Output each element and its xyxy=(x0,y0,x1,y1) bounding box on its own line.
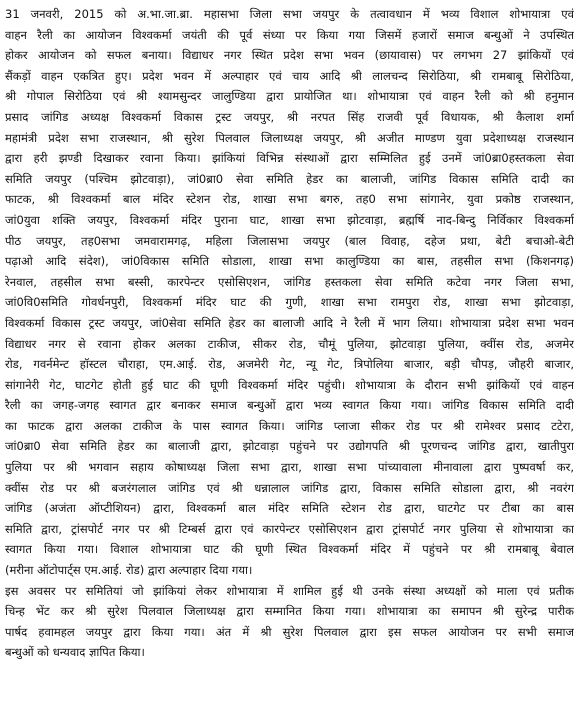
article-paragraph-1 xyxy=(5,4,574,581)
text-line: श्री गोपाल सिरोठिया एवं श्री श्यामसुन्दर जालुण्डिया द्वारा प्रायोजित था। शोभायात्रा एवं वाहन रैली को श्री हनुमान xyxy=(5,89,574,104)
text-line: द्वारा हरी झण्डी दिखाकर रवाना किया। झांकियां विभिन्न संस्थाओं द्वारा सम्मिलित हुई उनमें जां0ब्रा0हस्तकला सेवा xyxy=(5,151,574,166)
text-line: जांगिड (अजंता ऑप्टीशियन) द्वारा, विश्वकर्मा बाल मंदिर समिति स्टेशन रोड द्वारा, घाटगेट पर टीबा का बास xyxy=(5,501,574,516)
text-line: इस अवसर पर समितियां जो झांकियां लेकर शोभायात्रा में शामिल हुई थी उनके संस्था अध्यक्षों को माला एवं प्रतीक xyxy=(5,583,574,598)
text-line: रोड, गवर्नमेन्ट हॉस्टल चौराहा, एम.आई. रोड, अजमेरी गेट, न्यू गेट, त्रिपोलिया बाजार, बड़ी चौपड़, जौहरी बाजार, xyxy=(5,357,574,372)
text-line: विद्याधर नगर से रवाना होकर अलका टाकीज, सीकर रोड, चौमूं पुलिया, झोटवाड़ा पुलिया, क्वींस रोड, अजमेर xyxy=(5,336,574,351)
article-paragraph-2 xyxy=(5,581,574,663)
text-line: स्वागत किया गया। विशाल शोभायात्रा घाट की घूणी स्थित विश्वकर्मा मंदिर में पहुंचने पर श्री रामबाबू बेवाल xyxy=(5,542,574,557)
text-line: वाहन रैली का आयोजन विश्वकर्मा जयंती की पूर्व संध्या पर किया गया जिसमें हजारों समाज बन्धुओं ने उपस्थित xyxy=(5,27,574,42)
text-line: बन्धुओं को धन्यवाद ज्ञापित किया। xyxy=(5,645,145,660)
text-line: रैली का जगह-जगह स्वागत द्वार बनाकर समाज बन्धुओं द्वारा भव्य स्वागत किया गया। जांगिड विकास समिति दादी xyxy=(5,398,574,413)
text-line: जां0युवा शक्ति जयपुर, विश्वकर्मा मंदिर पुराना घाट, शाखा सभा झोटवाड़ा, ब्रह्मर्षि नाद-बिन्दु निर्विकार विश्वकर्मा xyxy=(5,212,574,227)
text-line: सांगानेरी गेट, घाटगेट होती हुई घाट की घूणी विश्वकर्मा मंदिर पहुंची। शोभायात्रा के दौरान सभी झांकियों एवं वाहन xyxy=(5,377,574,392)
text-line: समिति द्वारा, ट्रांसपोर्ट नगर पर श्री टिम्बर्स द्वारा एवं कारपेन्टर एसोसिएशन द्वारा ट्रांसपोर्ट नगर पुलिया से शोभायात्रा का xyxy=(5,521,574,536)
text-line: का फाटक द्वारा अलका टाकीज के पास स्वागत किया। जांगिड प्लाजा सीकर रोड पर श्री रामेश्वर प्रसाद टटेरा, xyxy=(5,418,574,433)
text-line: पार्षद हवामहल जयपुर द्वारा किया गया। अंत में श्री सुरेश पिलवाल द्वारा इस सफल आयोजन पर सभी समाज xyxy=(5,624,574,639)
text-line: चिन्ह भेंट कर श्री सुरेश पिलवाल जिलाध्यक्ष द्वारा सम्मानित किया गया। शोभायात्रा का समापन श्री सुरेन्द्र पारीक xyxy=(5,604,574,619)
text-line: होकर आयोजन को सफल बनाया। विद्याधर नगर स्थित प्रदेश सभा भवन (छायावास) पर लगभग 27 झांकियों एवं xyxy=(5,48,574,63)
text-line: सैंकड़ों वाहन एकत्रित हुए। प्रदेश भवन में अल्पाहार एवं चाय आदि श्री लालचन्द सिरोठिया, श्री रामबाबू सिरोठिया, xyxy=(5,68,574,83)
text-line: पुलिया पर श्री भगवान सहाय कोषाध्यक्ष जिला सभा द्वारा, शाखा सभा पांच्यावाला मीनावाला द्वारा पुष्पवर्षा कर, xyxy=(5,460,574,475)
text-line: क्वींस रोड पर श्री बजरंगलाल जांगिड एवं श्री धन्नालाल जांगिड द्वारा, विकास समिति सोडाला द्वारा, श्री नवरंग xyxy=(5,480,574,495)
text-line: जां0ब्रा0 सेवा समिति हेडर का बालाजी द्वारा, झोटवाड़ा पहुंचने पर उद्योगपति श्री पूरणचन्द जांगिड द्वारा, खातीपुरा xyxy=(5,439,574,454)
text-line: फाटक, श्री विश्वकर्मा बाल मंदिर स्टेशन रोड, शाखा सभा बगरु, तह0 सभा सांगानेर, युवा प्रकोष्ठ राजस्थान, xyxy=(5,192,574,207)
text-line: पीठ जयपुर, तह0सभा जमवारामगढ़, महिला जिलासभा जयपुर (बाल विवाह, दहेज प्रथा, बेटी बचाओ-बेटी xyxy=(5,233,574,248)
text-line: प्रसाद जांगिड अध्यक्ष विश्वकर्मा विकास ट्रस्ट जयपुर, श्री नरपत सिंह राजवी पूर्व विधायक, श्री कैलाश शर्मा xyxy=(5,109,574,124)
text-line: जां0वि0समिति गोवर्धनपुरी, विश्वकर्मा मंदिर घाट की गुणी, शाखा सभा रामपुरा रोड, शाखा सभा झोटवाड़ा, xyxy=(5,295,574,310)
text-line: 31 जनवरी, 2015 को अ.भा.जा.ब्रा. महासभा जिला सभा जयपुर के तत्वावधान में भव्य विशाल शोभायात्रा एवं xyxy=(5,7,574,21)
text-line: विश्वकर्मा विकास ट्रस्ट जयपुर, जां0सेवा समिति हेडर का बालाजी आदि ने रैली में भाग लिया। शोभायात्रा प्रदेश सभा भवन xyxy=(5,315,574,330)
text-line: (मरीना ऑटोपार्ट्स एम.आई. रोड) द्वारा अल्पाहार दिया गया। xyxy=(5,563,253,578)
text-line: महामंत्री प्रदेश सभा राजस्थान, श्री सुरेश पिलवाल जिलाध्यक्ष जयपुर, श्री अजीत माण्डण युवा प्रदेशाध्यक्ष राजस्थान xyxy=(5,130,574,145)
text-line: रेनवाल, तहसील सभा बस्सी, कारपेन्टर एसोसिएशन, जांगिड हस्तकला सेवा समिति कटेवा नगर जिला सभा, xyxy=(5,274,574,289)
text-line: समिति जयपुर (पश्चिम झोटवाड़ा), जां0ब्रा0 सेवा समिति हेडर का बालाजी, जांगिड विकास समिति दादी का xyxy=(5,171,574,186)
text-line: पढ़ाओ आदि संदेश), जां0विकास समिति सोडाला, शाखा सभा कालुण्डिया का बास, तहसील सभा (किशनगढ़) xyxy=(5,254,574,269)
